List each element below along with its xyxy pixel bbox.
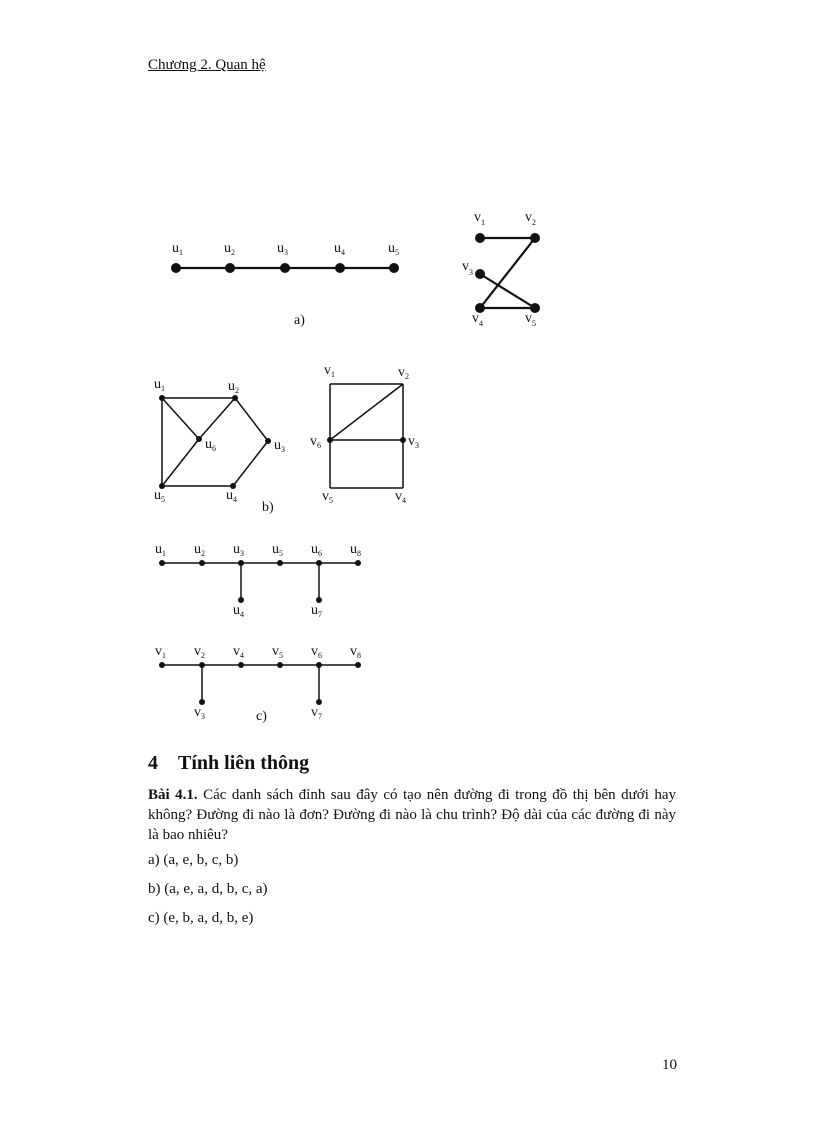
vertex-label: $u_4$	[334, 241, 345, 257]
vertex-label: $u_3$	[233, 542, 244, 558]
vertex-a-u3	[280, 263, 290, 273]
vertex-label: $u_6$	[311, 542, 322, 558]
vertex-a-v1	[475, 233, 485, 243]
vertex-label: $u_2$	[194, 542, 205, 558]
edge	[480, 274, 535, 308]
running-header: Chương 2. Quan hệ	[148, 57, 266, 73]
vertex-label: $u_2$	[228, 379, 239, 395]
caption-b: b)	[262, 500, 274, 515]
vertex-label: $v_3$	[408, 434, 419, 450]
caption-c: c)	[256, 709, 267, 724]
vertex-label: $v_6$	[310, 434, 321, 450]
vertex-label: $v_5$	[525, 311, 536, 328]
vertex-c-u2	[199, 560, 205, 566]
page-number: 10	[662, 1057, 677, 1073]
exercise-option-a: a) (a, e, b, c, b)	[148, 852, 239, 868]
vertex-label: $v_7$	[311, 705, 322, 721]
vertex-a-u5	[389, 263, 399, 273]
vertex-label: $u_3$	[277, 241, 288, 257]
vertex-label: $v_1$	[324, 363, 335, 379]
section-number: 4	[148, 752, 158, 774]
vertex-a-v3	[475, 269, 485, 279]
exercise-4-1	[148, 785, 676, 845]
edge	[233, 441, 268, 486]
exercise-text: Các danh sách đỉnh sau đây có tạo nên đường đi trong đồ thị bên dưới hay không? Đường đi nào là đơn? Đường đi nào là chu trình? Độ dài của các đường đi này là bao nhiêu?	[148, 787, 676, 843]
vertex-c-v2	[199, 662, 205, 668]
vertex-label: $v_4$	[472, 311, 483, 328]
vertex-label: $v_6$	[311, 644, 322, 660]
vertex-a-u1	[171, 263, 181, 273]
vertex-label: $v_3$	[462, 259, 473, 277]
vertex-label: $v_4$	[233, 644, 244, 660]
vertex-c-v5	[277, 662, 283, 668]
vertex-label: $u_3$	[274, 438, 285, 454]
vertex-label: $u_6$	[205, 437, 216, 453]
vertex-c-v1	[159, 662, 165, 668]
vertex-label: $v_1$	[155, 644, 166, 660]
vertex-label: $u_1$	[155, 542, 166, 558]
graph-a-v	[462, 210, 540, 328]
vertex-c-u8	[355, 560, 361, 566]
vertex-c-u5	[277, 560, 283, 566]
vertex-label: $u_4$	[226, 488, 237, 504]
vertex-a-u4	[335, 263, 345, 273]
vertex-label: $v_4$	[395, 489, 406, 505]
vertex-label: $v_2$	[525, 210, 536, 227]
graph-a-u	[171, 241, 399, 273]
vertex-b-u1	[159, 395, 165, 401]
vertex-label: $v_5$	[272, 644, 283, 660]
vertex-b-v6	[327, 437, 333, 443]
exercise-option-b: b) (a, e, a, d, b, c, a)	[148, 881, 268, 897]
vertex-b-u2	[232, 395, 238, 401]
vertex-a-v2	[530, 233, 540, 243]
vertex-b-u3	[265, 438, 271, 444]
vertex-label: $v_2$	[194, 644, 205, 660]
vertex-c-u1	[159, 560, 165, 566]
vertex-label: $u_2$	[224, 241, 235, 257]
vertex-label: $v_1$	[474, 210, 485, 227]
edge	[235, 398, 268, 441]
edge	[162, 439, 199, 486]
vertex-c-u3	[238, 560, 244, 566]
edge	[330, 384, 403, 440]
vertex-label: $v_5$	[322, 489, 333, 505]
vertex-c-v4	[238, 662, 244, 668]
exercise-label: Bài 4.1.	[148, 787, 198, 803]
exercise-option-c: c) (e, b, a, d, b, e)	[148, 910, 254, 926]
section-title: Tính liên thông	[178, 752, 310, 774]
vertex-c-v8	[355, 662, 361, 668]
vertex-label: $u_5$	[388, 241, 399, 257]
graph-b-v	[310, 363, 419, 505]
graph-b-u	[154, 377, 285, 504]
vertex-label: $u_1$	[154, 377, 165, 393]
edge	[480, 238, 535, 308]
vertex-a-u2	[225, 263, 235, 273]
vertex-label: $u_5$	[272, 542, 283, 558]
section-heading	[148, 752, 309, 775]
vertex-label: $u_7$	[311, 603, 322, 619]
caption-a: a)	[294, 313, 305, 328]
vertex-label: $u_8$	[350, 542, 361, 558]
vertex-label: $u_5$	[154, 488, 165, 504]
vertex-label: $u_1$	[172, 241, 183, 257]
edge	[162, 398, 199, 439]
vertex-label: $v_2$	[398, 365, 409, 381]
vertex-label: $u_4$	[233, 603, 244, 619]
graph-c-u	[155, 542, 361, 619]
vertex-label: $v_3$	[194, 705, 205, 721]
vertex-b-u6	[196, 436, 202, 442]
vertex-b-v3	[400, 437, 406, 443]
vertex-c-u6	[316, 560, 322, 566]
vertex-c-v6	[316, 662, 322, 668]
vertex-label: $v_8$	[350, 644, 361, 660]
edge	[199, 398, 235, 439]
